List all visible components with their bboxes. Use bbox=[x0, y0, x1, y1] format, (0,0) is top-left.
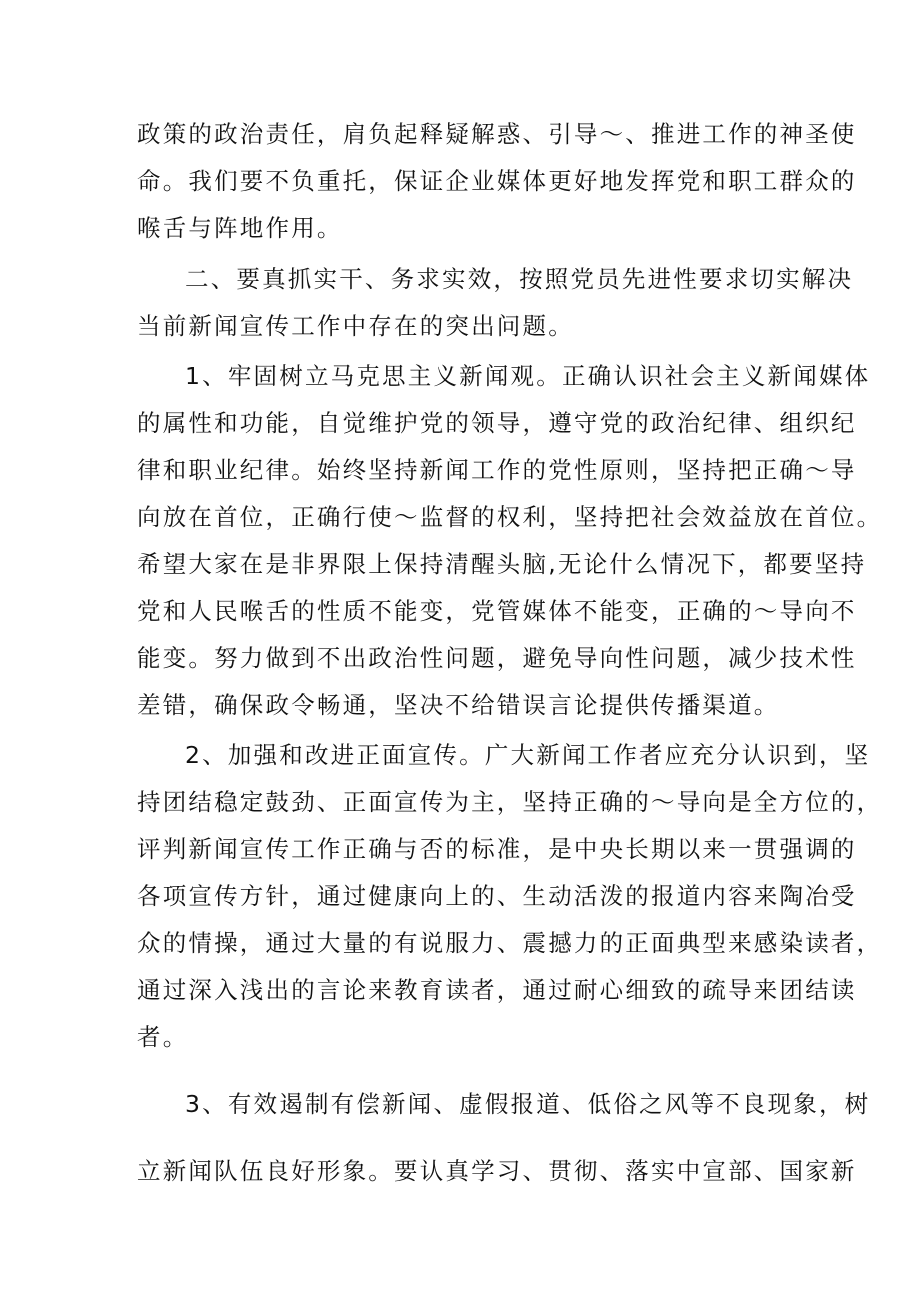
paragraph-5-line-2: 立新闻队伍良好形象。要认真学习、贯彻、落实中宣部、国家新 bbox=[137, 1157, 857, 1185]
paragraph-4-line-7: 者。 bbox=[137, 1023, 189, 1051]
paragraph-4-line-1: 2、加强和改进正面宣传。广大新闻工作者应充分认识到，坚 bbox=[185, 741, 871, 769]
paragraph-4-line-6: 通过深入浅出的言论来教育读者，通过耐心细致的疏导来团结读 bbox=[137, 976, 857, 1004]
paragraph-4-line-3: 评判新闻宣传工作正确与否的标准，是中央长期以来一贯强调的 bbox=[137, 835, 857, 863]
paragraph-3-line-3: 律和职业纪律。始终坚持新闻工作的党性原则，坚持把正确～导 bbox=[137, 456, 857, 484]
paragraph-4-line-4: 各项宣传方针，通过健康向上的、生动活泼的报道内容来陶冶受 bbox=[137, 882, 857, 910]
paragraph-3-line-8: 差错，确保政令畅通，坚决不给错误言论提供传播渠道。 bbox=[137, 691, 780, 719]
paragraph-1-line-1: 政策的政治责任，肩负起释疑解惑、引导～、推进工作的神圣使 bbox=[137, 120, 857, 148]
paragraph-3-line-1: 1、牢固树立马克思主义新闻观。正确认识社会主义新闻媒体 bbox=[185, 362, 871, 390]
paragraph-3-line-7: 能变。努力做到不出政治性问题，避免导向性问题，减少技术性 bbox=[137, 644, 857, 672]
paragraph-4-line-2: 持团结稳定鼓劲、正面宣传为主，坚持正确的～导向是全方位的， bbox=[137, 788, 883, 816]
paragraph-2-line-2: 当前新闻宣传工作中存在的突出问题。 bbox=[137, 312, 574, 340]
paragraph-1-line-3: 喉舌与阵地作用。 bbox=[137, 214, 343, 242]
paragraph-3-line-5: 希望大家在是非界限上保持清醒头脑,无论什么情况下，都要坚持 bbox=[137, 550, 867, 578]
paragraph-2-line-1: 二、要真抓实干、务求实效，按照党员先进性要求切实解决 bbox=[185, 265, 854, 293]
paragraph-4-line-5: 众的情操，通过大量的有说服力、震撼力的正面典型来感染读者， bbox=[137, 929, 883, 957]
paragraph-5-line-1: 3、有效遏制有偿新闻、虚假报道、低俗之风等不良现象，树 bbox=[185, 1090, 871, 1118]
paragraph-3-line-2: 的属性和功能，自觉维护党的领导，遵守党的政治纪律、组织纪 bbox=[137, 409, 857, 437]
paragraph-1-line-2: 命。我们要不负重托，保证企业媒体更好地发挥党和职工群众的 bbox=[137, 167, 857, 195]
paragraph-3-line-6: 党和人民喉舌的性质不能变，党管媒体不能变，正确的～导向不 bbox=[137, 597, 857, 625]
paragraph-3-line-4: 向放在首位，正确行使～监督的权利，坚持把社会效益放在首位。 bbox=[137, 503, 883, 531]
